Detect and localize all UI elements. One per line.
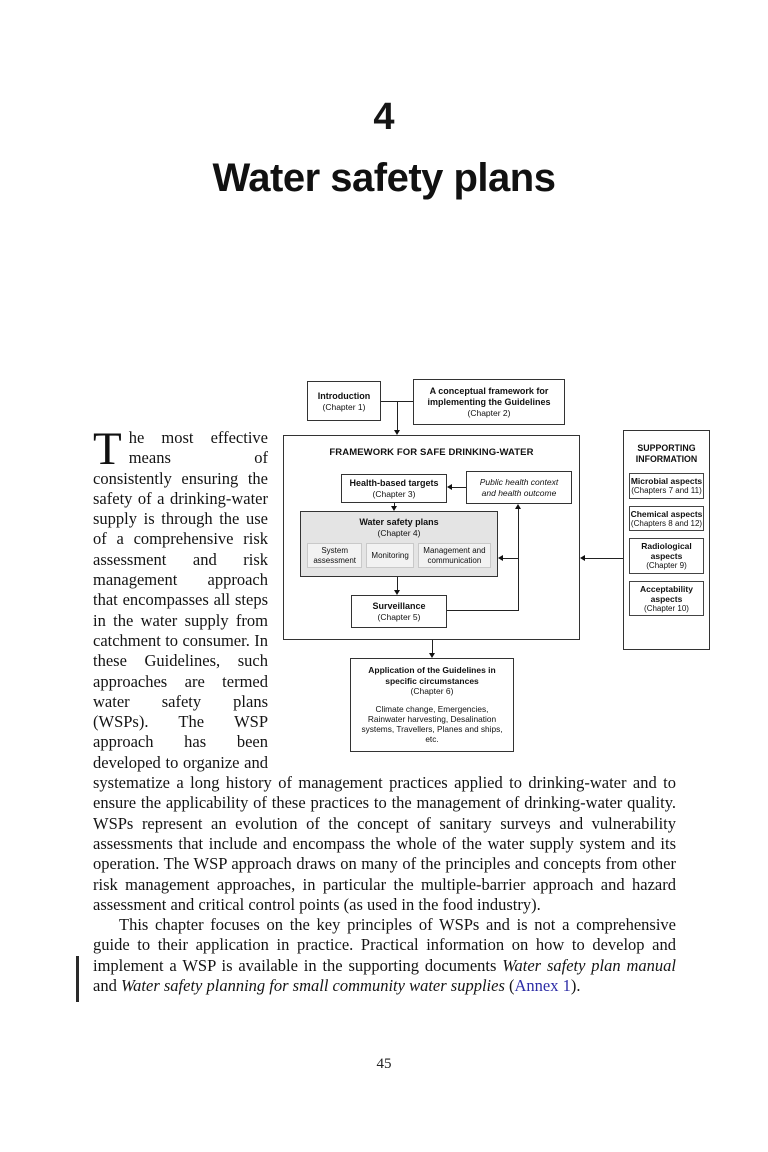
- page-title: Water safety plans: [212, 156, 556, 200]
- wsp-chapter: (Chapter 4): [377, 528, 421, 538]
- application-chapter: (Chapter 6): [410, 686, 454, 696]
- chapter-number: 4: [373, 96, 395, 138]
- diagram-box-introduction: [307, 381, 381, 421]
- doc-title-small-community: Water safety planning for small community water supplies: [120, 976, 505, 996]
- chemical-chapters: (Chapters 8 and 12): [630, 518, 703, 528]
- wsp-components-row: [301, 543, 497, 568]
- paragraph-2-text-4: ).: [570, 976, 581, 996]
- diagram-box-supporting-information: [623, 430, 710, 650]
- connector-framework-to-application: [432, 640, 433, 654]
- hbt-title: Health-based targets: [349, 478, 439, 488]
- framework-diagram: [283, 379, 710, 755]
- wsp-title: Water safety plans: [359, 517, 439, 527]
- conceptual-framework-chapter: (Chapter 2): [467, 408, 511, 418]
- wsp-item-system-assessment: System assessment: [307, 543, 362, 568]
- paragraph-2-text-3: (: [504, 976, 515, 996]
- connector-phc-to-hbt: [452, 487, 466, 488]
- diagram-box-surveillance: [351, 595, 447, 628]
- connector-feedback-to-wsp: [503, 558, 519, 559]
- radiological-title: Radiological aspects: [641, 541, 692, 561]
- connector-supporting-to-framework: [585, 558, 623, 559]
- paragraph-1-text: he most effective means of consistently ensuring the safety of a drinking-water supply is through the use of a comprehensive risk assessment and risk management approach that encompasses all steps in the water supply from catchment to consumer. In these Guidelines, such approaches are termed water safety plans (WSPs). The WSP approach has been developed to organize and systematize a long history of management practices applied to drinking-water and to ensure the applicability of these practices to the management of drinking-water quality. WSPs represent an evolution of the concept of sanitary surveys and vulnerability assessments that include and encompass the whole of the water supply system and its operation. The WSP approach draws on many of the principles and concepts from other risk management approaches, in particular the multiple-barrier approach and hazard assessment and critical control points (as used in the food industry).: [93, 428, 676, 914]
- radiological-chapter: (Chapter 9): [646, 561, 687, 570]
- diagram-box-water-safety-plans: [300, 511, 498, 577]
- paragraph-2-text-2: and: [93, 976, 121, 996]
- arrowhead-into-wsp-right: [498, 555, 503, 561]
- doc-title-wsp-manual: Water safety plan manual: [502, 955, 676, 975]
- connector-surveillance-feedback-horizontal: [447, 610, 519, 611]
- wsp-item-management-communication: Management and communication: [418, 543, 491, 568]
- paragraph-2: [93, 915, 676, 996]
- application-title: Application of the Guidelines in specific circumstances: [368, 665, 496, 686]
- connector-feedback-vertical: [518, 508, 519, 611]
- arrowhead-into-framework-right: [580, 555, 585, 561]
- page-content: [93, 379, 703, 996]
- phc-text: Public health context and health outcome: [479, 477, 559, 498]
- wsp-item-monitoring: Monitoring: [366, 543, 413, 568]
- conceptual-framework-title: A conceptual framework for implementing the Guidelines: [427, 386, 551, 407]
- supporting-item-chemical: [629, 506, 704, 532]
- chemical-title: Chemical aspects: [630, 508, 703, 519]
- supporting-item-microbial: [629, 473, 704, 499]
- drop-cap: T: [93, 423, 122, 475]
- arrowhead-into-phc: [515, 504, 521, 509]
- supporting-item-radiological: [629, 538, 704, 574]
- introduction-title: Introduction: [317, 390, 371, 401]
- revision-change-bar: [76, 956, 79, 1002]
- framework-title: FRAMEWORK FOR SAFE DRINKING-WATER: [329, 447, 534, 458]
- introduction-chapter: (Chapter 1): [322, 401, 366, 412]
- connector-down-to-framework: [397, 401, 398, 430]
- annex-1-link[interactable]: Annex 1: [514, 976, 571, 996]
- paragraph-2-text-1: This chapter focuses on the key principles of WSPs and is not a comprehensive guide to their application in practice. Practical information on how to develop and implement a WSP is available in the supporting documents: [93, 915, 676, 975]
- application-list: Climate change, Emergencies, Rainwater harvesting, Desalination systems, Travellers, Planes and ships, etc.: [361, 704, 503, 744]
- microbial-title: Microbial aspects: [630, 476, 703, 486]
- page-number: 45: [376, 1056, 392, 1072]
- diagram-box-public-health-context: [466, 471, 572, 504]
- diagram-box-health-based-targets: [341, 474, 447, 503]
- acceptability-title: Acceptability aspects: [640, 583, 693, 604]
- supporting-heading: SUPPORTING INFORMATION: [635, 443, 698, 464]
- hbt-chapter: (Chapter 3): [372, 489, 416, 499]
- microbial-chapters: (Chapters 7 and 11): [631, 486, 702, 495]
- connector-wsp-to-surveillance: [397, 577, 398, 590]
- surveillance-title: Surveillance: [372, 601, 426, 611]
- diagram-box-conceptual-framework: [413, 379, 565, 425]
- diagram-box-application: [350, 658, 514, 752]
- surveillance-chapter: (Chapter 5): [377, 612, 421, 622]
- acceptability-chapter: (Chapter 10): [644, 603, 689, 613]
- arrowhead-into-hbt: [447, 484, 452, 490]
- supporting-item-acceptability: [629, 581, 704, 617]
